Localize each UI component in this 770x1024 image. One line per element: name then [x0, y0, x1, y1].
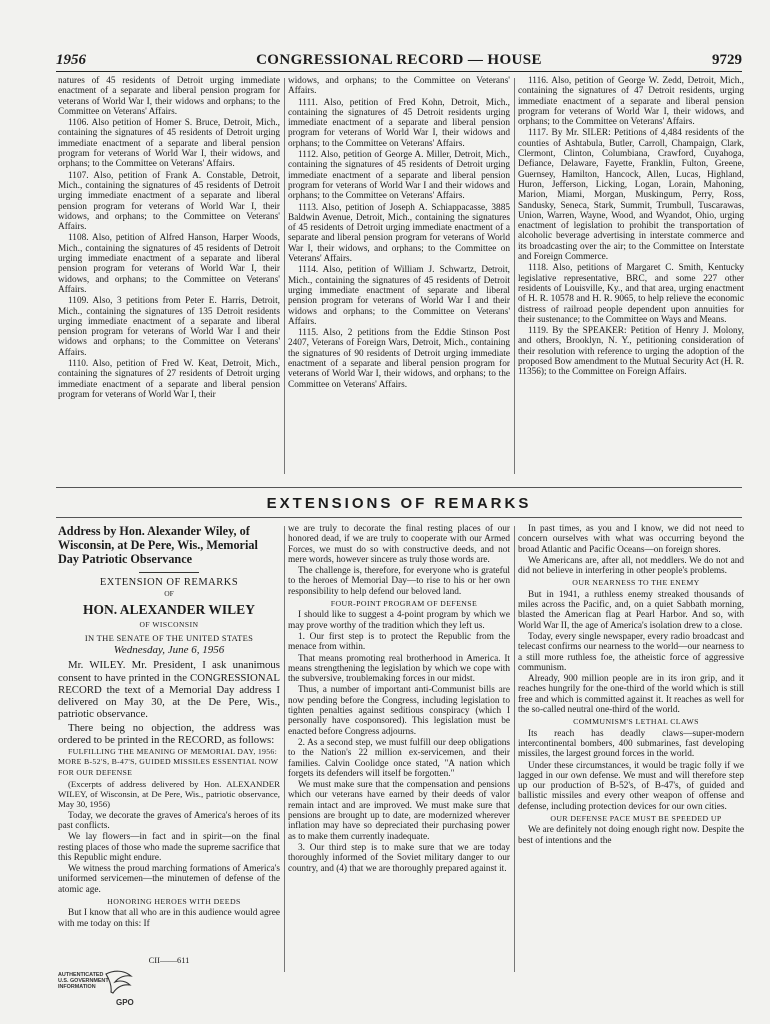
body-paragraph: Under these circumstances, it would be tragic folly if we lagged in our own defense. We must and will therefore step up our production of B-52's, of B-47's, of guided and ballistic missiles and every other weapon of offense and defense, including protection devices for our own cities.	[518, 760, 744, 812]
body-paragraph: I should like to suggest a 4-point program by which we may prove worthy of the tradition which they left us.	[288, 610, 510, 631]
subheading: COMMUNISM'S LETHAL CLAWS	[573, 717, 699, 727]
top-column-3	[518, 76, 744, 476]
petition-paragraph: 1112. Also, petition of George A. Miller, Detroit, Mich., containing the signatures of 45 residents of Detroit urging immediate enactment of a separate and liberal pension program for veterans of World War I and their widows and orphans; to the Committee on Veterans' Affairs.	[288, 150, 510, 202]
top-column-2	[288, 76, 510, 476]
extensions-title: EXTENSIONS OF REMARKS	[266, 495, 532, 512]
petition-paragraph: 1115. Also, 2 petitions from the Eddie Stinson Post 2407, Veterans of Foreign Wars, Detroit, Mich., containing the signatures of 90 residents of Detroit urging immediate enactment of a separate and liberal pension program for veterans of World War I, their widows, and orphans; to the Committee on Veterans' Affairs.	[288, 328, 510, 390]
excerpt-note: (Excerpts of address delivered by Hon. ALEXANDER WILEY, of Wisconsin, at De Pere, Wis., patriotic observance, May 30, 1956)	[58, 778, 280, 810]
body-paragraph: That means promoting real brotherhood in America. It means strengthening the legislation by which we cope with the subversive, troublemaking forces in our midst.	[288, 653, 510, 685]
petition-paragraph: 1119. By the SPEAKER: Petition of Henry J. Molony, and others, Brooklyn, N. Y., petitioning consideration of their resolution with reference to urging the adoption of the proposed Bow amendment to the Mutual Security Act (H. R. 11356); to the Committee on Foreign Affairs.	[518, 326, 744, 378]
body-paragraph: The challenge is, therefore, for everyone who is grateful to the heroes of Memorial Day—to rise to his or her own responsibility to help defend our beloved land.	[288, 566, 510, 597]
column-divider	[514, 78, 515, 474]
running-head-year: 1956	[56, 52, 86, 68]
petition-paragraph: 1114. Also, petition of William J. Schwartz, Detroit, Mich., containing the signatures of 45 residents of Detroit urging immediate enactment of separate and liberal pension program for veterans of World War I and their widows and orphans; to the Committee on Veterans' Affairs.	[288, 265, 510, 327]
petition-paragraph: 1106. Also petition of Homer S. Bruce, Detroit, Mich., containing the signatures of 45 residents of Detroit urging immediate enactment of a separate and liberal pension program for veterans of World War I, their widows, and orphans; to the Committee on Veterans' Affairs.	[58, 118, 280, 170]
page-code: CII——611	[148, 955, 190, 965]
header-rule	[56, 71, 742, 72]
body-paragraph: Today, every single newspaper, every radio broadcast and telecast confirms our nearness to the world—our nearness to a still more ruthless foe, the atheistic force of aggressive communism.	[518, 631, 744, 673]
subheading: OUR NEARNESS TO THE ENEMY	[572, 578, 700, 588]
body-paragraph: We witness the proud marching formations of America's uniformed servicemen—the minutemen of defense of the atomic age.	[58, 864, 280, 895]
petition-paragraph: natures of 45 residents of Detroit urging immediate enactment of a separate and liberal pension program for veterans of World War I, their widows and orphans; to the Committee on Veterans' Affairs.	[58, 76, 280, 117]
subheading: HONORING HEROES WITH DEEDS	[107, 897, 241, 907]
body-paragraph: We lay flowers—in fact and in spirit—on the final resting places of those who made the supreme sacrifice that this Republic might endure.	[58, 832, 280, 863]
gpo-logo-text: GPO	[116, 998, 134, 1007]
body-paragraph: But in 1941, a ruthless enemy streaked thousands of miles across the Pacific, and, on a quiet Sabbath morning, blasted the American flag at Pearl Harbor. And so, with World War II, the age of America's isolation drew to a close.	[518, 589, 744, 631]
of-label: OF	[164, 589, 174, 599]
body-paragraph: Thus, a number of important anti-Communist bills are now pending before the Congress, including legislation to tighten penalties against seditious conspiracy (which I personally have cosponsored). This legislation must be enacted before Congress adjourns.	[288, 685, 510, 737]
petition-paragraph: 1118. Also, petitions of Margaret C. Smith, Kentucky legislative representative, BRC, and some 227 other residents of Louisville, Ky., and that area, urging enactment of H. R. 10578 and H. R. 9065, to help relieve the economic distress of railroad people dependent upon annuities for their sustenance; to the Committee on Ways and Means.	[518, 263, 744, 325]
running-head-title: CONGRESSIONAL RECORD — HOUSE	[256, 52, 542, 68]
body-paragraph: 3. Our third step is to make sure that we are today thoroughly informed of the Soviet military danger to our country, and (4) that we are thoroughly prepared against it.	[288, 842, 510, 874]
gpo-eagle-icon	[102, 968, 134, 1008]
gpo-authentication-badge	[58, 968, 134, 1008]
body-paragraph: 1. Our first step is to protect the Republic from the menace from within.	[288, 631, 510, 653]
chamber-label: IN THE SENATE OF THE UNITED STATES	[84, 632, 254, 643]
body-paragraph: Already, 900 million people are in its iron grip, and it reaches hungrily for the one-third of the world which is still free and which is committed against it. It reaches as well for the so-called neutral one-third of the world.	[518, 674, 744, 716]
section-rule	[56, 487, 742, 488]
intro-paragraph: There being no objection, the address was ordered to be printed in the RECORD, as follows:	[58, 721, 280, 746]
short-rule	[139, 572, 199, 573]
bottom-column-3	[518, 524, 744, 972]
running-head-page-number: 9729	[712, 52, 742, 68]
body-paragraph: We must make sure that the compensation and pensions which our veterans have earned by their deeds of valor remain intact and are improved. We must make sure that pensions are brought up to date, are modernized wherever inflation may have so depreciated their purchasing power as to make them currently inadequate.	[288, 780, 510, 842]
petition-paragraph: 1107. Also, petition of Frank A. Constable, Detroit, Mich., containing the signatures of 45 residents of Detroit urging immediate enactment of a separate and liberal pension program for veterans of World War I, their widows, and orphans; to the Committee on Veterans' Affairs.	[58, 170, 280, 233]
extension-label: EXTENSION OF REMARKS	[99, 577, 239, 588]
body-paragraph: Today, we decorate the graves of America's heroes of its past conflicts.	[58, 810, 280, 831]
petition-paragraph: 1111. Also, petition of Fred Kohn, Detroit, Mich., containing the signatures of 45 Detroit residents urging immediate enactment of a separate and liberal pension program for veterans of World War I, their widows and orphans; to the Committee on Veterans' Affairs.	[288, 97, 510, 149]
bottom-column-1	[58, 524, 280, 954]
subheading: OUR DEFENSE PACE MUST BE SPEEDED UP	[550, 814, 722, 824]
column-divider	[284, 78, 285, 474]
petition-paragraph: 1110. Also, petition of Fred W. Keat, Detroit, Mich., containing the signatures of 27 residents of Detroit urging immediate enactment of a separate and liberal pension program for veterans of World War I, their	[58, 359, 280, 400]
petition-paragraph: widows, and orphans; to the Committee on Veterans' Affairs.	[288, 76, 510, 97]
petition-paragraph: 1113. Also, petition of Joseph A. Schiappacasse, 3885 Baldwin Avenue, Detroit, Mich., containing the signatures of 45 residents of Detroit urging immediate enactment of a separate and liberal pension program for veterans of World War I, their widows, and orphans; to the Committee on Veterans' Affairs.	[288, 202, 510, 265]
gpo-badge-text: AUTHENTICATED U.S. GOVERNMENT INFORMATION	[58, 972, 109, 991]
section-rule	[56, 517, 742, 518]
remarks-date: Wednesday, June 6, 1956	[113, 644, 225, 657]
column-divider	[514, 526, 515, 972]
subheading: FOUR-POINT PROGRAM OF DEFENSE	[330, 599, 478, 609]
body-paragraph: We Americans are, after all, not meddlers. We do not and did not believe in interfering in other people's problems.	[518, 555, 744, 577]
bottom-column-2	[288, 524, 510, 972]
body-paragraph: In past times, as you and I know, we did not need to concern ourselves with what was occurring beyond the broad Atlantic and Pacific Oceans—on foreign shores.	[518, 524, 744, 555]
column-divider	[284, 526, 285, 972]
address-heading: FULFILLING THE MEANING OF MEMORIAL DAY, 1956: MORE B-52'S, B-47'S, GUIDED MISSILES ESSENTIAL NOW FOR OUR DEFENSE	[58, 746, 279, 777]
intro-paragraph: Mr. WILEY. Mr. President, I ask unanimous consent to have printed in the CONGRESSIONAL RECORD the text of a Memorial Day address I delivered on May 30, at the De Pere, Wis., patriotic observance.	[58, 659, 280, 721]
address-title: Address by Hon. Alexander Wiley, of Wisconsin, at De Pere, Wis., Memorial Day Patriotic Observance	[58, 524, 258, 566]
top-column-1	[58, 76, 280, 476]
petition-paragraph: 1116. Also, petition of George W. Zedd, Detroit, Mich., containing the signatures of 47 Detroit residents, urging immediate enactment of a separate and liberal pension program for veterans of World War I, their widows, and orphans; to the Committee on Veterans' Affairs.	[518, 76, 744, 128]
body-paragraph: We are definitely not doing enough right now. Despite the best of intentions and the	[518, 825, 744, 846]
running-head	[56, 52, 742, 70]
body-paragraph: 2. As a second step, we must fulfill our deep obligations to the Nation's 22 million ex-servicemen, and their families. Calvin Coolidge once stated, "A nation which forgets its defenders will itself be forgotten."	[288, 737, 510, 779]
speaker-name: HON. ALEXANDER WILEY	[83, 601, 255, 617]
petition-paragraph: 1109. Also, 3 petitions from Peter E. Harris, Detroit, Mich., containing the signatures of 135 Detroit residents urging immediate enactment of a separate and liberal pension program for veterans of World War I and their widows and orphans; to the Committee on Veterans' Affairs.	[58, 296, 280, 358]
body-paragraph: we are truly to decorate the final resting places of our honored dead, if we are truly to cooperate with our Armed Forces, we must do so with constructive deeds, and not mere words, however sincere as truly those words are.	[288, 524, 510, 565]
body-paragraph: Its reach has deadly claws—super-modern intercontinental bombers, 400 submarines, fast developing missiles, the largest ground forces in the world.	[518, 728, 744, 760]
petition-paragraph: 1117. By Mr. SILER: Petitions of 4,484 residents of the counties of Ashtabula, Butler, Carroll, Champaign, Clark, Clermont, Clinton, Columbiana, Crawford, Cuyahoga, Defiance, Delaware, Fayette, Franklin, Fulton, Greene, Guernsey, Hamilton, Hancock, Allen, Lucas, Highland, Huron, Jefferson, Licking, Logan, Lorain, Mahoning, Marion, Miami, Morgan, Muskingum, Perry, Ross, Sandusky, Seneca, Stark, Summit, Trumbull, Tuscarawas, Union, Warren, Wayne, Wood, and Wyandot, Ohio, urging enactment of legislation to prohibit the transportation of alcoholic beverage advertising in interstate commerce and its broadcasting over the air; to the Committee on Interstate and Foreign Commerce.	[518, 128, 744, 263]
speaker-state: OF WISCONSIN	[139, 619, 199, 629]
petition-paragraph: 1108. Also, petition of Alfred Hanson, Harper Woods, Mich., containing the signatures of 45 residents of Detroit urging immediate enactment of a separate and liberal pension program for veterans of World War I, their widows, and orphans; to the Committee on Veterans' Affairs.	[58, 233, 280, 295]
body-paragraph: But I know that all who are in this audience would agree with me today on this: If	[58, 908, 280, 929]
